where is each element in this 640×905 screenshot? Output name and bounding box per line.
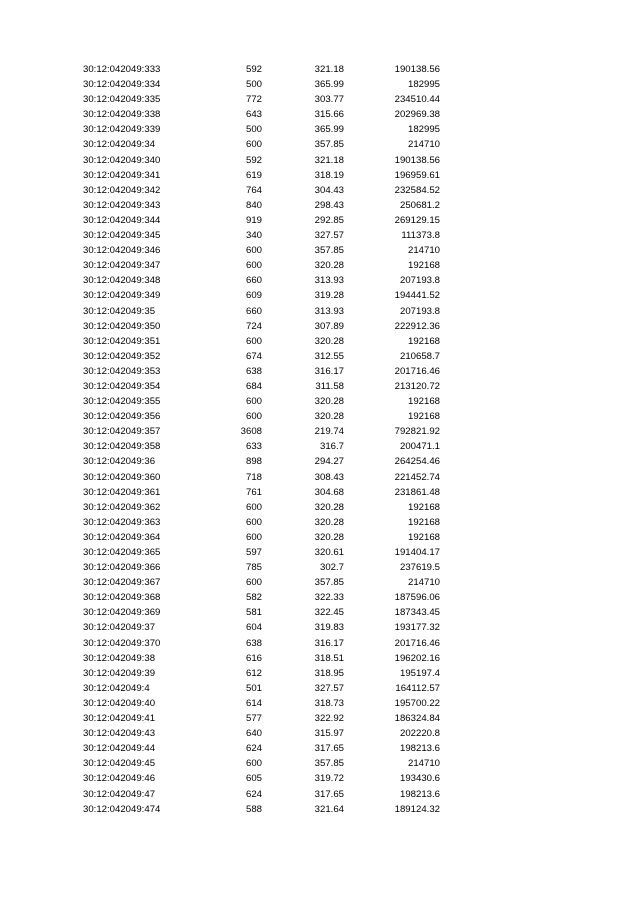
table-row — [0, 137, 640, 152]
table-row — [0, 349, 640, 364]
cadastral-number-cell: 30:12:042049:45 — [83, 758, 156, 770]
table-row — [0, 771, 640, 786]
total-cell: 187596.06 — [394, 592, 440, 604]
cadastral-number-cell: 30:12:042049:351 — [83, 335, 161, 347]
quantity-cell: 724 — [245, 320, 262, 332]
total-cell: 250681.2 — [399, 199, 440, 211]
rate-cell: 320.28 — [314, 260, 344, 272]
rate-cell: 327.57 — [314, 682, 344, 694]
table-row — [0, 122, 640, 137]
rate-cell: 318.73 — [314, 697, 344, 709]
table-row — [0, 726, 640, 741]
total-cell: 201716.46 — [394, 637, 440, 649]
quantity-cell: 592 — [245, 154, 262, 166]
cadastral-number-cell: 30:12:042049:43 — [83, 728, 156, 740]
cadastral-number-cell: 30:12:042049:36 — [83, 456, 156, 468]
total-cell: 189124.32 — [394, 803, 440, 815]
table-row — [0, 334, 640, 349]
quantity-cell: 638 — [245, 365, 262, 377]
table-row — [0, 243, 640, 258]
total-cell: 232584.52 — [394, 184, 440, 196]
rate-cell: 318.19 — [314, 169, 344, 181]
quantity-cell: 600 — [245, 411, 262, 423]
table-row — [0, 168, 640, 183]
total-cell: 221452.74 — [394, 471, 440, 483]
table-row — [0, 319, 640, 334]
rate-cell: 315.66 — [314, 109, 344, 121]
table-row — [0, 802, 640, 817]
cadastral-number-cell: 30:12:042049:37 — [83, 622, 156, 634]
rate-cell: 320.28 — [314, 411, 344, 423]
total-cell: 264254.46 — [394, 456, 440, 468]
rate-cell: 321.18 — [314, 64, 344, 75]
quantity-cell: 604 — [245, 622, 262, 634]
table-row — [0, 470, 640, 485]
cadastral-number-cell: 30:12:042049:335 — [83, 94, 161, 106]
total-cell: 111373.8 — [401, 230, 440, 242]
rate-cell: 303.77 — [314, 94, 344, 106]
rate-cell: 294.27 — [314, 456, 344, 468]
total-cell: 164112.57 — [395, 682, 440, 694]
quantity-cell: 600 — [245, 577, 262, 589]
table-row — [0, 62, 640, 77]
cadastral-number-cell: 30:12:042049:34 — [83, 139, 156, 151]
table-row — [0, 545, 640, 560]
quantity-cell: 592 — [245, 64, 262, 75]
table-row — [0, 198, 640, 213]
quantity-cell: 674 — [245, 350, 262, 362]
table-row — [0, 77, 640, 92]
cadastral-number-cell: 30:12:042049:366 — [83, 562, 161, 574]
quantity-cell: 684 — [245, 380, 262, 392]
rate-cell: 320.28 — [314, 516, 344, 528]
rate-cell: 304.43 — [314, 184, 344, 196]
total-cell: 201716.46 — [394, 365, 440, 377]
quantity-cell: 619 — [245, 169, 262, 181]
table-row — [0, 787, 640, 802]
table-row — [0, 107, 640, 122]
total-cell: 198213.6 — [399, 743, 440, 755]
rate-cell: 304.68 — [314, 486, 344, 498]
table-row — [0, 636, 640, 651]
table-row — [0, 515, 640, 530]
quantity-cell: 609 — [245, 290, 262, 302]
cadastral-number-cell: 30:12:042049:354 — [83, 380, 161, 392]
quantity-cell: 600 — [245, 516, 262, 528]
cadastral-number-cell: 30:12:042049:361 — [83, 486, 161, 498]
rate-cell: 319.72 — [314, 773, 344, 785]
rate-cell: 317.65 — [314, 743, 344, 755]
rate-cell: 316.17 — [314, 365, 344, 377]
rate-cell: 322.92 — [314, 713, 344, 725]
cadastral-number-cell: 30:12:042049:334 — [83, 79, 161, 91]
rate-cell: 319.28 — [314, 290, 344, 302]
cadastral-number-cell: 30:12:042049:4 — [83, 682, 150, 694]
total-cell: 214710 — [407, 139, 440, 151]
data-table — [0, 62, 640, 817]
table-row — [0, 666, 640, 681]
rate-cell: 219.74 — [314, 426, 344, 438]
cadastral-number-cell: 30:12:042049:370 — [83, 637, 161, 649]
table-row — [0, 500, 640, 515]
total-cell: 231861.48 — [394, 486, 440, 498]
cadastral-number-cell: 30:12:042049:340 — [83, 154, 161, 166]
table-row — [0, 183, 640, 198]
rate-cell: 327.57 — [314, 230, 344, 242]
rate-cell: 307.89 — [314, 320, 344, 332]
rate-cell: 292.85 — [314, 214, 344, 226]
total-cell: 187343.45 — [394, 607, 440, 619]
table-row — [0, 409, 640, 424]
rate-cell: 321.18 — [314, 154, 344, 166]
quantity-cell: 919 — [245, 214, 262, 226]
rate-cell: 322.45 — [314, 607, 344, 619]
table-row — [0, 288, 640, 303]
rate-cell: 311.58 — [315, 380, 344, 392]
cadastral-number-cell: 30:12:042049:360 — [83, 471, 161, 483]
rate-cell: 313.93 — [314, 275, 344, 287]
total-cell: 192168 — [407, 260, 440, 272]
rate-cell: 316.17 — [314, 637, 344, 649]
quantity-cell: 840 — [245, 199, 262, 211]
quantity-cell: 605 — [245, 773, 262, 785]
total-cell: 792821.92 — [394, 426, 440, 438]
rate-cell: 357.85 — [314, 139, 344, 151]
rate-cell: 357.85 — [314, 245, 344, 257]
cadastral-number-cell: 30:12:042049:352 — [83, 350, 161, 362]
quantity-cell: 600 — [245, 531, 262, 543]
cadastral-number-cell: 30:12:042049:44 — [83, 743, 156, 755]
table-row — [0, 530, 640, 545]
cadastral-number-cell: 30:12:042049:40 — [83, 697, 156, 709]
total-cell: 214710 — [407, 577, 440, 589]
cadastral-number-cell: 30:12:042049:355 — [83, 396, 161, 408]
rate-cell: 357.85 — [314, 758, 344, 770]
total-cell: 222912.36 — [394, 320, 440, 332]
rate-cell: 308.43 — [314, 471, 344, 483]
total-cell: 192168 — [407, 411, 440, 423]
total-cell: 192168 — [407, 335, 440, 347]
cadastral-number-cell: 30:12:042049:357 — [83, 426, 161, 438]
quantity-cell: 600 — [245, 245, 262, 257]
table-row — [0, 213, 640, 228]
table-row — [0, 651, 640, 666]
quantity-cell: 600 — [245, 758, 262, 770]
total-cell: 194441.52 — [394, 290, 440, 302]
total-cell: 213120.72 — [394, 380, 440, 392]
cadastral-number-cell: 30:12:042049:41 — [83, 713, 156, 725]
cadastral-number-cell: 30:12:042049:346 — [83, 245, 161, 257]
cadastral-number-cell: 30:12:042049:362 — [83, 501, 161, 513]
total-cell: 193177.32 — [394, 622, 440, 634]
total-cell: 190138.56 — [394, 154, 440, 166]
table-row — [0, 394, 640, 409]
table-row — [0, 696, 640, 711]
rate-cell: 320.28 — [314, 531, 344, 543]
rate-cell: 322.33 — [314, 592, 344, 604]
rate-cell: 319.83 — [314, 622, 344, 634]
quantity-cell: 772 — [245, 94, 262, 106]
total-cell: 237619.5 — [399, 562, 440, 574]
total-cell: 192168 — [407, 501, 440, 513]
rate-cell: 357.85 — [314, 577, 344, 589]
total-cell: 269129.15 — [394, 214, 440, 226]
rate-cell: 365.99 — [314, 79, 344, 91]
rate-cell: 321.64 — [314, 803, 344, 815]
cadastral-number-cell: 30:12:042049:474 — [83, 803, 161, 815]
quantity-cell: 785 — [245, 562, 262, 574]
table-row — [0, 741, 640, 756]
table-row — [0, 485, 640, 500]
total-cell: 192168 — [407, 396, 440, 408]
cadastral-number-cell: 30:12:042049:344 — [83, 214, 161, 226]
total-cell: 207193.8 — [399, 305, 440, 317]
total-cell: 202969.38 — [394, 109, 440, 121]
quantity-cell: 501 — [245, 682, 262, 694]
cadastral-number-cell: 30:12:042049:341 — [83, 169, 161, 181]
table-row — [0, 153, 640, 168]
quantity-cell: 600 — [245, 396, 262, 408]
quantity-cell: 340 — [245, 230, 262, 242]
total-cell: 196202.16 — [394, 652, 440, 664]
quantity-cell: 600 — [245, 335, 262, 347]
rate-cell: 320.61 — [314, 547, 344, 558]
cadastral-number-cell: 30:12:042049:369 — [83, 607, 161, 619]
rate-cell: 315.97 — [314, 728, 344, 740]
quantity-cell: 600 — [245, 260, 262, 272]
table-row — [0, 273, 640, 288]
total-cell: 186324.84 — [394, 713, 440, 725]
quantity-cell: 624 — [245, 743, 262, 755]
rate-cell: 320.28 — [314, 335, 344, 347]
quantity-cell: 761 — [245, 486, 262, 498]
total-cell: 198213.6 — [399, 788, 440, 800]
total-cell: 214710 — [407, 245, 440, 257]
table-row — [0, 711, 640, 726]
table-row — [0, 756, 640, 771]
cadastral-number-cell: 30:12:042049:47 — [83, 788, 156, 800]
quantity-cell: 588 — [245, 803, 262, 815]
quantity-cell: 597 — [245, 547, 262, 558]
quantity-cell: 638 — [245, 637, 262, 649]
rate-cell: 312.55 — [314, 350, 344, 362]
cadastral-number-cell: 30:12:042049:365 — [83, 547, 161, 558]
cadastral-number-cell: 30:12:042049:353 — [83, 365, 161, 377]
table-row — [0, 228, 640, 243]
total-cell: 190138.56 — [394, 64, 440, 75]
cadastral-number-cell: 30:12:042049:38 — [83, 652, 156, 664]
cadastral-number-cell: 30:12:042049:358 — [83, 441, 161, 453]
cadastral-number-cell: 30:12:042049:363 — [83, 516, 161, 528]
total-cell: 214710 — [407, 758, 440, 770]
total-cell: 196959.61 — [394, 169, 440, 181]
cadastral-number-cell: 30:12:042049:343 — [83, 199, 161, 211]
table-row — [0, 560, 640, 575]
cadastral-number-cell: 30:12:042049:368 — [83, 592, 161, 604]
table-row — [0, 379, 640, 394]
quantity-cell: 582 — [245, 592, 262, 604]
quantity-cell: 660 — [245, 305, 262, 317]
cadastral-number-cell: 30:12:042049:347 — [83, 260, 161, 272]
total-cell: 182995 — [407, 124, 440, 136]
table-row — [0, 92, 640, 107]
table-row — [0, 590, 640, 605]
total-cell: 202220.8 — [399, 728, 440, 740]
quantity-cell: 640 — [245, 728, 262, 740]
rate-cell: 320.28 — [314, 501, 344, 513]
table-row — [0, 454, 640, 469]
table-row — [0, 620, 640, 635]
rate-cell: 318.51 — [314, 652, 344, 664]
rate-cell: 365.99 — [314, 124, 344, 136]
cadastral-number-cell: 30:12:042049:46 — [83, 773, 156, 785]
total-cell: 193430.6 — [399, 773, 440, 785]
quantity-cell: 3608 — [240, 426, 262, 438]
rate-cell: 313.93 — [314, 305, 344, 317]
total-cell: 191404.17 — [394, 547, 440, 558]
quantity-cell: 581 — [245, 607, 262, 619]
quantity-cell: 616 — [245, 652, 262, 664]
table-row — [0, 575, 640, 590]
quantity-cell: 500 — [245, 79, 262, 91]
cadastral-number-cell: 30:12:042049:364 — [83, 531, 161, 543]
cadastral-number-cell: 30:12:042049:338 — [83, 109, 161, 121]
cadastral-number-cell: 30:12:042049:35 — [83, 305, 156, 317]
table-row — [0, 681, 640, 696]
cadastral-number-cell: 30:12:042049:349 — [83, 290, 161, 302]
rate-cell: 316.7 — [319, 441, 344, 453]
cadastral-number-cell: 30:12:042049:345 — [83, 230, 161, 242]
table-row — [0, 258, 640, 273]
quantity-cell: 633 — [245, 441, 262, 453]
total-cell: 195700.22 — [394, 697, 440, 709]
rate-cell: 302.7 — [319, 562, 344, 574]
total-cell: 207193.8 — [399, 275, 440, 287]
quantity-cell: 718 — [245, 471, 262, 483]
rate-cell: 298.43 — [314, 199, 344, 211]
cadastral-number-cell: 30:12:042049:39 — [83, 667, 156, 679]
quantity-cell: 764 — [245, 184, 262, 196]
cadastral-number-cell: 30:12:042049:356 — [83, 411, 161, 423]
table-row — [0, 439, 640, 454]
cadastral-number-cell: 30:12:042049:350 — [83, 320, 161, 332]
table-row — [0, 304, 640, 319]
total-cell: 182995 — [407, 79, 440, 91]
quantity-cell: 500 — [245, 124, 262, 136]
quantity-cell: 614 — [245, 697, 262, 709]
table-row — [0, 424, 640, 439]
total-cell: 195197.4 — [399, 667, 440, 679]
quantity-cell: 643 — [245, 109, 262, 121]
quantity-cell: 898 — [245, 456, 262, 468]
quantity-cell: 660 — [245, 275, 262, 287]
total-cell: 234510.44 — [394, 94, 440, 106]
table-row — [0, 605, 640, 620]
table-row — [0, 364, 640, 379]
cadastral-number-cell: 30:12:042049:348 — [83, 275, 161, 287]
quantity-cell: 624 — [245, 788, 262, 800]
rate-cell: 318.95 — [314, 667, 344, 679]
cadastral-number-cell: 30:12:042049:339 — [83, 124, 161, 136]
quantity-cell: 600 — [245, 501, 262, 513]
rate-cell: 317.65 — [314, 788, 344, 800]
cadastral-number-cell: 30:12:042049:333 — [83, 64, 161, 75]
total-cell: 192168 — [407, 531, 440, 543]
quantity-cell: 577 — [245, 713, 262, 725]
total-cell: 200471.1 — [399, 441, 440, 453]
total-cell: 210658.7 — [399, 350, 440, 362]
quantity-cell: 612 — [245, 667, 262, 679]
total-cell: 192168 — [407, 516, 440, 528]
rate-cell: 320.28 — [314, 396, 344, 408]
cadastral-number-cell: 30:12:042049:342 — [83, 184, 161, 196]
cadastral-number-cell: 30:12:042049:367 — [83, 577, 161, 589]
quantity-cell: 600 — [245, 139, 262, 151]
